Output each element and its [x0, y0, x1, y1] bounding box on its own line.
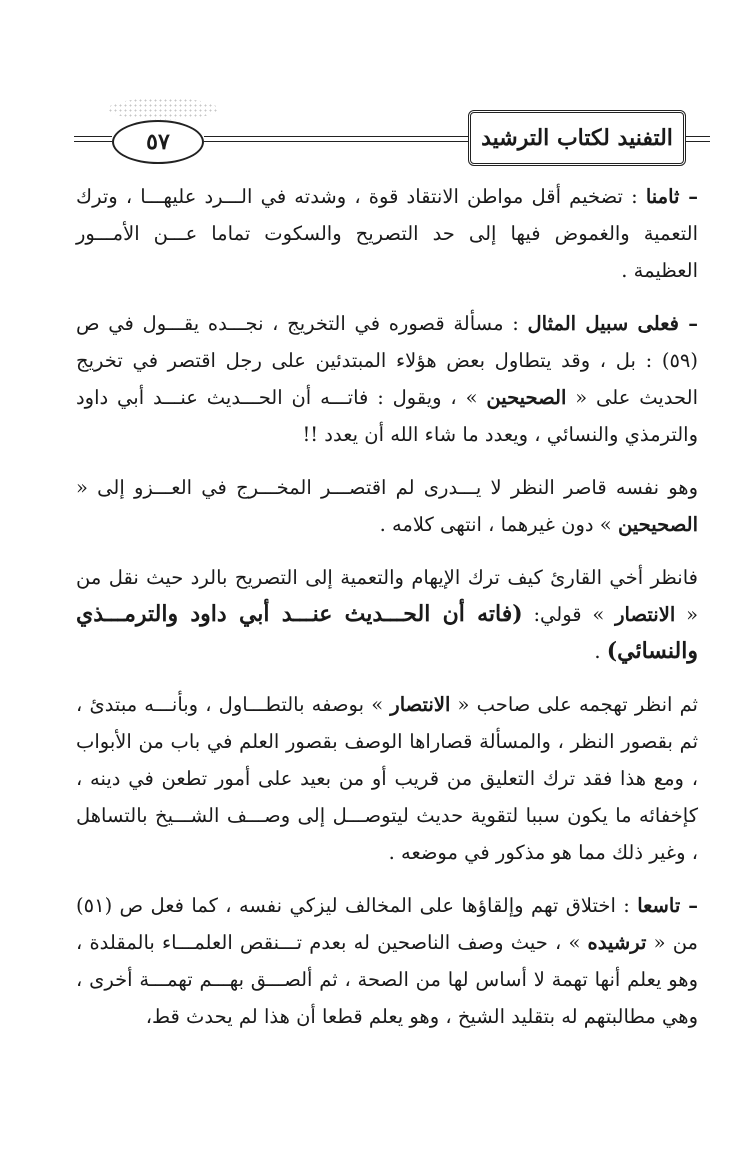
book-name: الصحيحين	[617, 513, 698, 536]
header-rule-right	[686, 136, 710, 137]
book-name: الصحيحين	[486, 386, 567, 409]
text: فانظر أخي القارئ كيف ترك الإيهام والتعمية إلى التصريح بالرد حيث نقل من «	[76, 566, 698, 626]
header-rule-left-2	[74, 141, 112, 142]
paragraph-3	[76, 469, 698, 543]
text: » ، حيث وصف الناصحين له بعدم تـــنقص العلمـــاء بالمقلدة ، وهو يعلم أنها تهمة لا أساس لها من الصحة ، ثم ألصـــق بهـــم تهمـــة أخرى ، وهي مطالبتهم له بتقليد الشيخ ، وهو يعلم قطعا أن هذا لم يحدث قط،	[76, 931, 698, 1028]
quotation: (فاته أن الحـــديث عنـــد أبي داود والترمـــذي والنسائي)	[76, 601, 698, 664]
header-rule-right-2	[686, 141, 710, 142]
page-body	[76, 178, 698, 1035]
book-title: التفنيد لكتاب الترشيد	[468, 110, 686, 166]
header-rule-middle	[204, 136, 468, 137]
header-rule-middle-2	[204, 141, 468, 142]
text: وهو نفسه قاصر النظر لا يـــدرى لم اقتصـــر المخـــرج في العـــزو إلى «	[76, 476, 698, 499]
text: : اختلاق تهم وإلقاؤها على المخالف ليزكي نفسه ، كما فعل ص (٥١) من «	[76, 894, 698, 954]
ornament-dots	[108, 98, 218, 120]
paragraph-2	[76, 305, 698, 453]
text: : تضخيم أقل مواطن الانتقاد قوة ، وشدته في الـــرد عليهـــا ، وترك التعمية والغموض فيها إلى حد التصريح والسكوت تماما عـــن الأمـــور العظيمة .	[76, 185, 698, 282]
paragraph-1	[76, 178, 698, 289]
book-name: الانتصار	[615, 603, 676, 626]
heading-eighth: – ثامنا	[645, 185, 698, 208]
book-name: ترشيده	[587, 931, 647, 954]
text: » بوصفه بالتطـــاول ، وبأنـــه مبتدئ ، ثم بقصور النظر ، والمسألة قصاراها الوصف بقصور العلم في باب من الأبواب ، ومع هذا فقد ترك التعليق من قريب أو من بعيد على أمور تطعن في دينه ، كإخفائه ما يكون سببا لتقوية حديث ليتوصـــل إلى وصـــف الشـــيخ بالتساهل ، وغير ذلك مما هو مذكور في موضعه .	[76, 693, 698, 864]
text: » دون غيرهما ، انتهى كلامه .	[379, 513, 618, 536]
heading-ninth: – تاسعا	[637, 894, 698, 917]
text: ثم انظر تهجمه على صاحب «	[450, 693, 698, 716]
paragraph-6	[76, 887, 698, 1035]
book-name: الانتصار	[390, 693, 451, 716]
header-rule-left	[74, 136, 112, 137]
paragraph-5	[76, 686, 698, 871]
text: » ، ويقول : فاتـــه أن الحـــديث عنـــد أبي داود والترمذي والنسائي ، ويعدد ما شاء الله أن يعدد !!	[76, 386, 698, 446]
page-header	[0, 0, 750, 180]
heading-example: – فعلى سبيل المثال	[527, 312, 698, 335]
page-number: ٥٧	[112, 120, 204, 164]
text: .	[594, 640, 607, 663]
text: » قولي:	[522, 603, 616, 626]
text: : مسألة قصوره في التخريج ، نجـــده يقـــول في ص (٥٩) : بل ، وقد يتطاول بعض هؤلاء المبتدئين على رجل اقتصر في تخريج الحديث على «	[76, 312, 698, 409]
paragraph-4	[76, 559, 698, 670]
